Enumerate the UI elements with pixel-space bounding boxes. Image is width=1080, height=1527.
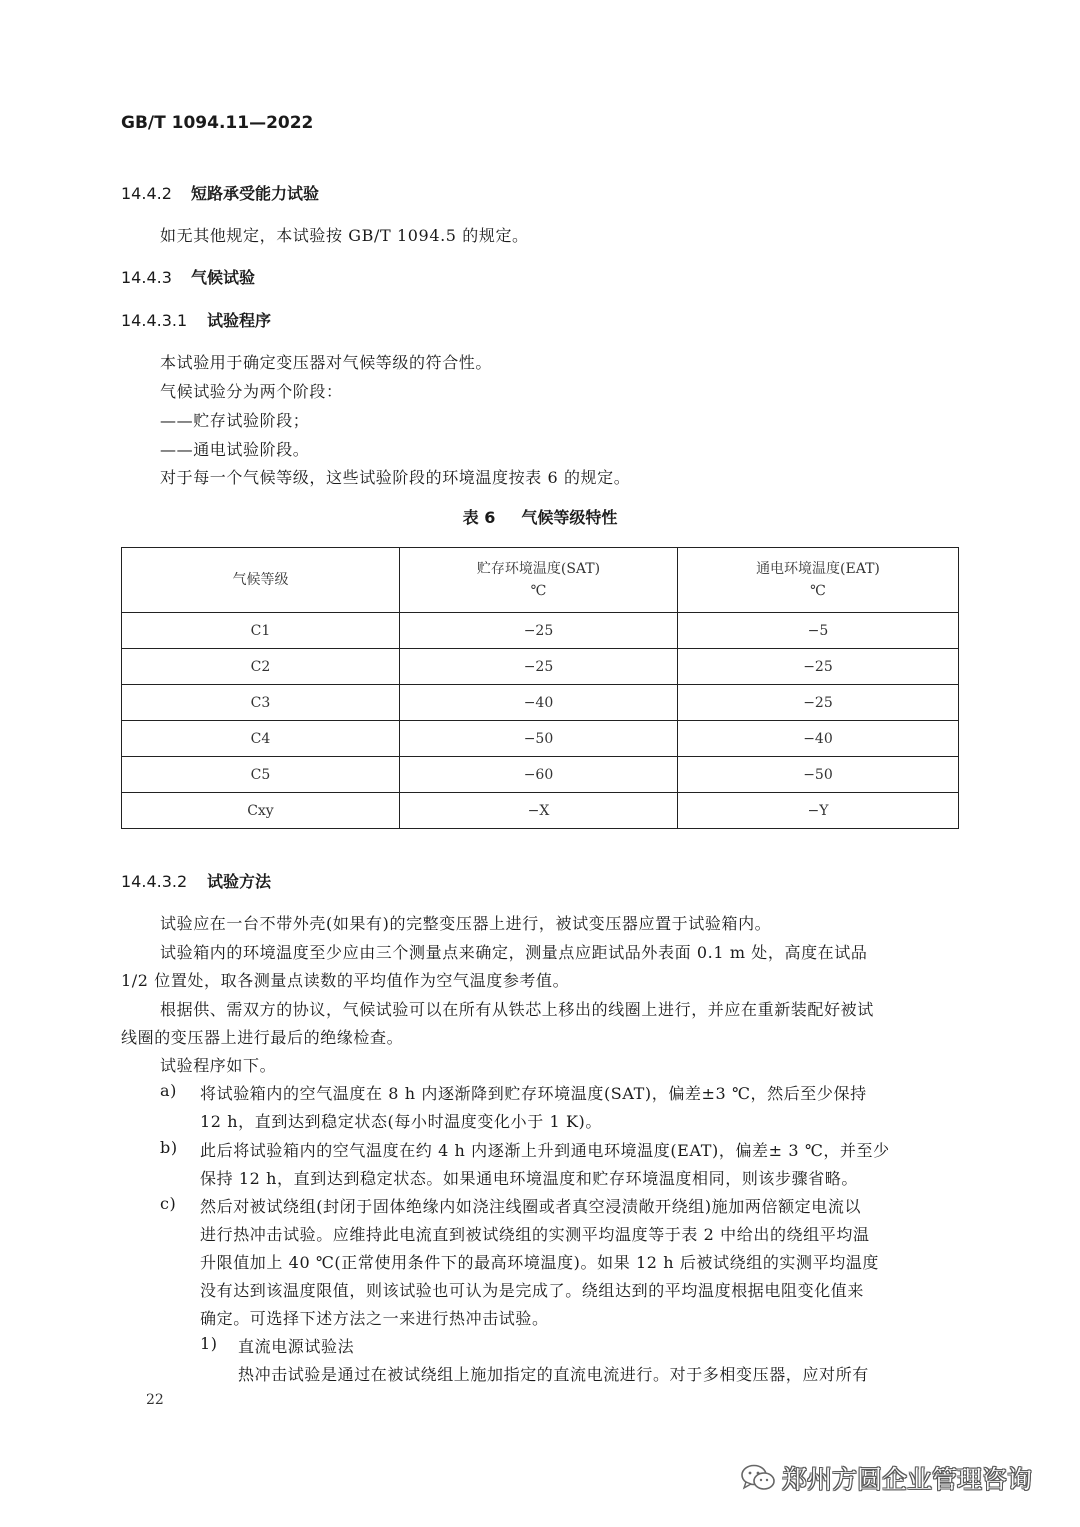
paragraph: 1/2 位置处，取各测量点读数的平均值作为空气温度参考值。 [121,971,570,990]
page-number: 22 [146,1392,164,1408]
paragraph: 对于每一个气候等级，这些试验阶段的环境温度按表 6 的规定。 [160,468,631,487]
table-header-row [122,548,959,613]
section-number: 14.4.3.1 [121,311,188,330]
list-item: ——贮存试验阶段； [160,411,310,430]
paragraph: 本试验用于确定变压器对气候等级的符合性。 [160,353,493,372]
paragraph: 试验程序如下。 [160,1056,277,1075]
cell-sat: −25 [399,649,677,685]
list-marker: c) [160,1194,177,1213]
table-row [122,685,959,721]
table-row [122,793,959,829]
list-item-line: 没有达到该温度限值，则该试验也可认为是完成了。绕组达到的平均温度根据电阻变化值来 [200,1281,865,1300]
paragraph: 热冲击试验是通过在被试绕组上施加指定的直流电流进行。对于多相变压器，应对所有 [238,1365,869,1384]
section-number: 14.4.2 [121,184,172,203]
sub-list-title: 直流电源试验法 [238,1337,355,1356]
list-item-line: 此后将试验箱内的空气温度在约 4 h 内逐渐上升到通电环境温度(EAT)，偏差± 3 ℃，并至少 [200,1141,890,1160]
header-energizing-temperature: 通电环境温度(EAT) ℃ [677,548,958,613]
list-item-line: 12 h，直到达到稳定状态(每小时温度变化小于 1 K)。 [200,1112,602,1131]
sub-list-marker: 1) [200,1334,218,1353]
list-item: ——通电试验阶段。 [160,440,310,459]
section-heading-14-4-2 [121,181,319,204]
list-marker: a) [160,1081,177,1100]
cell-class: C4 [122,721,400,757]
list-item-line: 保持 12 h，直到达到稳定状态。如果通电环境温度和贮存环境温度相同，则该步骤省略。 [200,1169,859,1188]
cell-eat: −5 [677,613,958,649]
table-title: 气候等级特性 [521,508,618,527]
cell-sat: −X [399,793,677,829]
cell-class: C1 [122,613,400,649]
cell-class: C3 [122,685,400,721]
header-storage-temperature: 贮存环境温度(SAT) ℃ [399,548,677,613]
section-title: 试验程序 [207,311,272,330]
climate-class-table [121,547,959,829]
cell-class: C5 [122,757,400,793]
paragraph: 气候试验分为两个阶段： [160,382,343,401]
table-number: 表 6 [462,508,496,527]
cell-eat: −Y [677,793,958,829]
list-item-line: 将试验箱内的空气温度在 8 h 内逐渐降到贮存环境温度(SAT)，偏差±3 ℃，然后至少保持 [200,1084,867,1103]
cell-sat: −40 [399,685,677,721]
table-caption [0,505,1080,528]
watermark-text: 郑州方圆企业管理咨询 [782,1465,1033,1494]
standard-number: GB/T 1094.11—2022 [121,113,314,133]
paragraph: 试验应在一台不带外壳(如果有)的完整变压器上进行，被试变压器应置于试验箱内。 [160,914,772,933]
cell-sat: −50 [399,721,677,757]
section-heading-14-4-3 [121,265,255,288]
section-heading-14-4-3-2 [121,869,271,892]
cell-sat: −60 [399,757,677,793]
paragraph: 试验箱内的环境温度至少应由三个测量点来确定，测量点应距试品外表面 0.1 m 处，高度在试品 [160,943,868,962]
paragraph: 线圈的变压器上进行最后的绝缘检查。 [121,1028,404,1047]
section-number: 14.4.3.2 [121,872,188,891]
cell-eat: −25 [677,649,958,685]
section-title: 气候试验 [191,268,256,287]
list-marker: b) [160,1138,178,1157]
table-row [122,721,959,757]
section-title: 试验方法 [207,872,272,891]
watermark [740,1460,1032,1496]
list-item-line: 升限值加上 40 ℃(正常使用条件下的最高环境温度)。如果 12 h 后被试绕组的实测平均温度 [200,1253,880,1272]
wechat-icon [740,1463,776,1493]
table-row [122,649,959,685]
list-item-line: 确定。可选择下述方法之一来进行热冲击试验。 [200,1309,549,1328]
cell-eat: −40 [677,721,958,757]
cell-class: Cxy [122,793,400,829]
cell-class: C2 [122,649,400,685]
list-item-line: 然后对被试绕组(封闭于固体绝缘内如浇注线圈或者真空浸渍敞开绕组)施加两倍额定电流以 [200,1197,862,1216]
header-climate-class: 气候等级 [122,548,400,613]
paragraph: 根据供、需双方的协议，气候试验可以在所有从铁芯上移出的线圈上进行，并应在重新装配好被试 [160,1000,874,1019]
cell-eat: −25 [677,685,958,721]
list-item-line: 进行热冲击试验。应维持此电流直到被试绕组的实测平均温度等于表 2 中给出的绕组平均温 [200,1225,870,1244]
cell-eat: −50 [677,757,958,793]
table-row [122,757,959,793]
section-heading-14-4-3-1 [121,308,271,331]
paragraph: 如无其他规定，本试验按 GB/T 1094.5 的规定。 [160,226,529,245]
cell-sat: −25 [399,613,677,649]
table-row [122,613,959,649]
section-number: 14.4.3 [121,268,172,287]
section-title: 短路承受能力试验 [191,184,320,203]
